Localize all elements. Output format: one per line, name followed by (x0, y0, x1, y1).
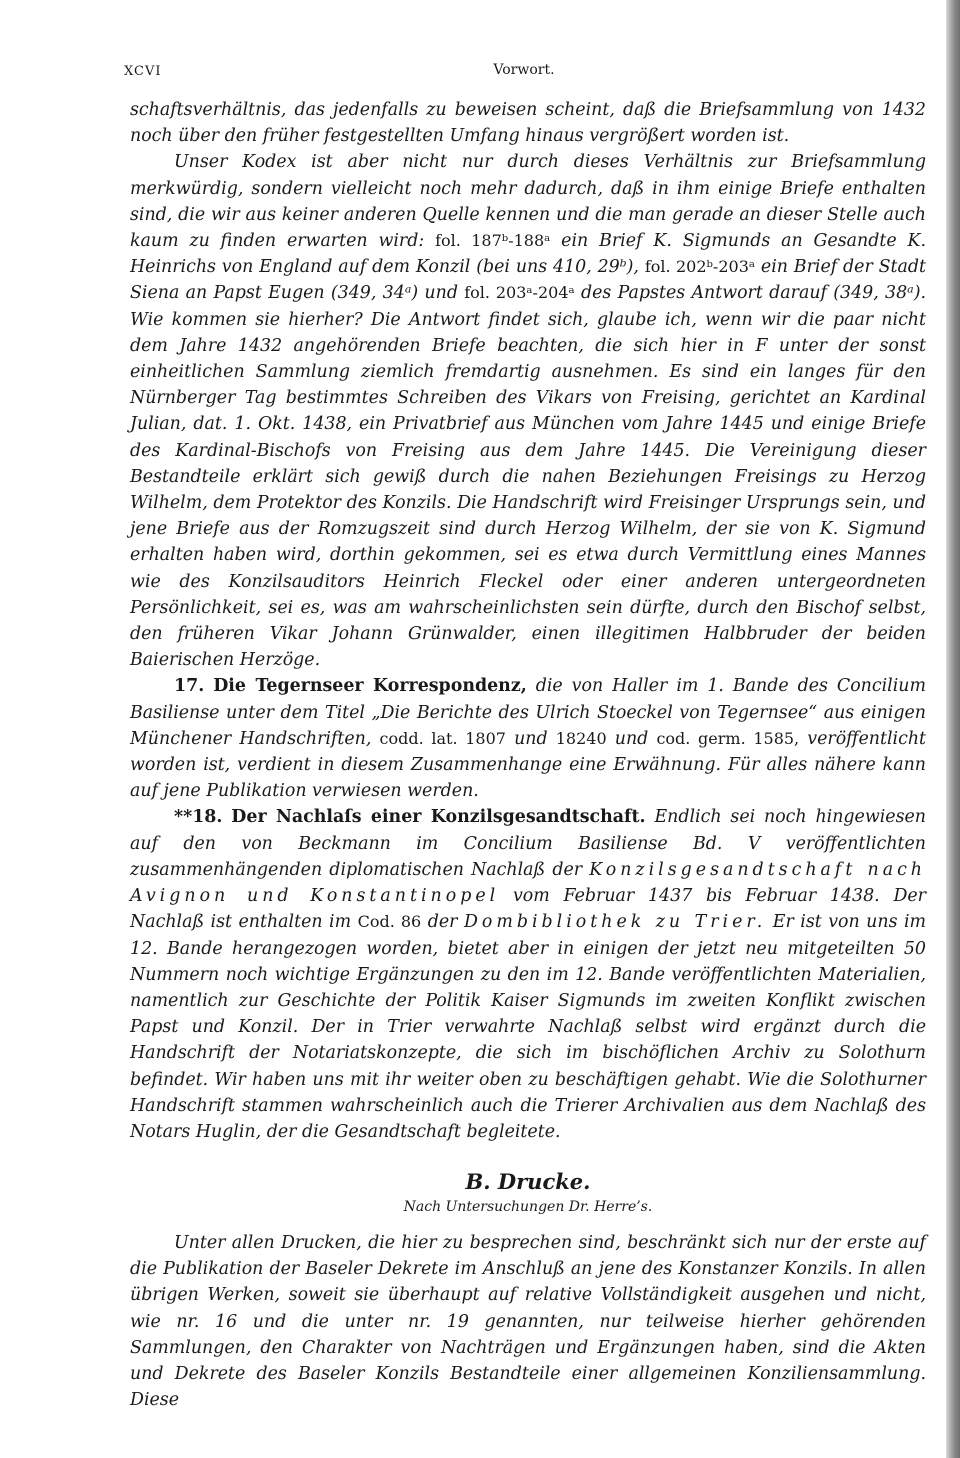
item-17-text-b: veröffentlicht worden ist, verdient in diesem Zusammenhange eine Erwähnung. Für alles nähere kann auf jene Publikation verwiesen werden. (130, 728, 927, 802)
item-18-text-a: Endlich sei noch hingewiesen auf den von Beckmann im Concilium Basiliense Bd. V veröffentlichten zusammenhängenden diplomatischen Nachlaß der (130, 807, 927, 880)
scan-edge-shadow (946, 0, 960, 1458)
item-18-cod: Cod. 86 (357, 912, 422, 932)
item-18-text-d: Er ist von uns im 12. Bande herangezogen worden, bietet aber in einigen der jetzt neu mitgeteilten 50 Nummern noch wichtige Ergänzungen zu den im 12. Bande veröffentlichten Materialien, namentlich zur Geschichte der Politik Kaiser Sigmunds im zweiten Konflikt zwischen Papst und Konzil. Der in Trier verwahrte Nachlaß selbst wird ergänzt durch die Handschrift der Notariatskonzepte, die sich im bischöflichen Archiv zu Solothurn befindet. Wir haben uns mit ihr weiter oben zu beschäftigen gehabt. Wie die Solothurner Handschrift stammen wahrscheinlich auch die Trierer Archivalien aus dem Nachlaß des Notars Huglin, der die Gesandtschaft begleitete. (130, 912, 927, 1142)
paragraph-kodex-text-d: des Papstes Antwort darauf (349, 38ᵃ). Wie kommen sie hierher? Die Antwort findet sich, glaube ich, wenn wir die paar nicht dem Jahre 1432 angehörenden Briefe beachten, die sich hier in F unter der sonst einheitlichen Sammlung ziemlich fremdartig ausnehmen. Es sind ein langes für den Nürnberger Tag bestimmtes Schreiben des Vikars von Freising, gerichtet an Kardinal Julian, dat. 1. Okt. 1438, ein Privatbrief aus München vom Jahre 1445 und einige Briefe des Kardinal-Bischofs von Freising aus dem Jahre 1445. Die Vereinigung dieser Bestandteile erklärt sich gewiß durch die nahen Beziehungen Freisings zu Herzog Wilhelm, dem Protektor des Konzils. Die Handschrift wird Freisinger Ursprungs sein, und jene Briefe aus der Romzugszeit sind durch Herzog Wilhelm, der sie von K. Sigmund erhalten haben wird, dorthin gekommen, sei es etwa durch Vermittlung eines Mannes wie des Konzilsauditors Heinrich Fleckel oder einer anderen untergeordneten Persönlichkeit, sei es, was am wahrscheinlichsten sein dürfte, durch den Bischof selbst, den früheren Vikar Johann Grünwalder, einen illegitimen Halbbruder der beiden Baierischen Herzöge. (130, 283, 927, 671)
running-head (124, 62, 924, 86)
running-title: Vorwort. (493, 62, 555, 78)
item-18-text-c: der (427, 912, 458, 933)
item-number-17: 17. (174, 676, 205, 697)
section-subtitle: Nach Untersuchungen Dr. Herre’s. (403, 1199, 653, 1215)
paragraph-kodex-text-c: ein Brief der Stadt Siena an Papst Eugen (349, 34ᵃ) und (130, 257, 927, 304)
section-paragraph: Unter allen Drucken, die hier zu besprechen sind, beschränkt sich nur der erste auf die Publikation der Baseler Dekrete im Anschluß an jene des Konstanzer Konzils. In allen übrigen Werken, soweit sie überhaupt auf relative Vollständigkeit ausgehen und nicht, wie nr. 16 und die unter nr. 19 genannten, nur teilweise hierher gehörenden Sammlungen, den Charakter von Nachträgen und Ergänzungen haben, sind die Akten und Dekrete des Baseler Konzils Bestandteile einer allgemeinen Konziliensammlung. Diese (130, 1233, 926, 1411)
item-17-text-a: die von Haller im 1. Bande des Concilium Basiliense unter dem Titel „Die Berichte des Ulrich Stoeckel von Tegernsee“ aus einigen Münchener Handschriften, (130, 676, 926, 749)
item-17-codd: codd. lat. 1807 (379, 728, 506, 748)
folio-ref-1: fol. 187ᵇ-188ᵃ (435, 231, 551, 251)
item-17-und-2: und (614, 728, 649, 749)
item-18-text-b: vom Februar 1437 bis Februar 1438. Der Nachlaß ist enthalten im (130, 886, 926, 933)
item-18-spaced-2: Dombibliothek zu Trier. (463, 912, 767, 933)
paragraph-kodex-text-b: ein Brief K. Sigmunds an Gesandte K. Heinrichs von England auf dem Konzil (bei uns 410, 29ᵇ), (130, 231, 926, 278)
item-17-cod: cod. germ. 1585, (656, 728, 800, 748)
paragraph-kodex (130, 149, 926, 673)
item-17-number: 18240 (555, 728, 607, 748)
item-heading-17: Die Tegernseer Korrespondenz, (213, 676, 527, 697)
page-number: XCVI (124, 64, 162, 79)
item-17-und-1: und (514, 728, 548, 749)
body-text (130, 97, 926, 1145)
item-number-18: **18. (174, 807, 223, 828)
paragraph-continuation: schaftsverhältnis, das jedenfalls zu beweisen scheint, daß die Briefsammlung von 1432 noch über den früher festgestellten Umfang hinaus vergrößert worden ist. (130, 100, 926, 147)
paragraph-item-18 (130, 804, 926, 1145)
folio-ref-2: fol. 202ᵇ-203ᵃ (644, 257, 756, 277)
paragraph-kodex-text-a: Unser Kodex ist aber nicht nur durch dieses Verhältnis zur Briefsammlung merkwürdig, sondern vielleicht noch mehr dadurch, daß in ihm einige Briefe enthalten sind, die wir aus keiner anderen Quelle kennen und die man gerade an dieser Stelle auch kaum zu finden erwarten wird: (130, 152, 926, 252)
section-title: B. Drucke. (465, 1169, 591, 1194)
folio-ref-3: fol. 203ᵃ-204ᵃ (464, 283, 575, 303)
item-heading-18: Der Nachlaſs einer Konzilsgesandtschaft. (231, 807, 646, 828)
paragraph-item-17 (130, 673, 926, 804)
item-18-spaced-1: Konzilsgesandtschaft nach Avignon und Konstantinopel (130, 859, 927, 907)
section-body-text (130, 1230, 926, 1413)
